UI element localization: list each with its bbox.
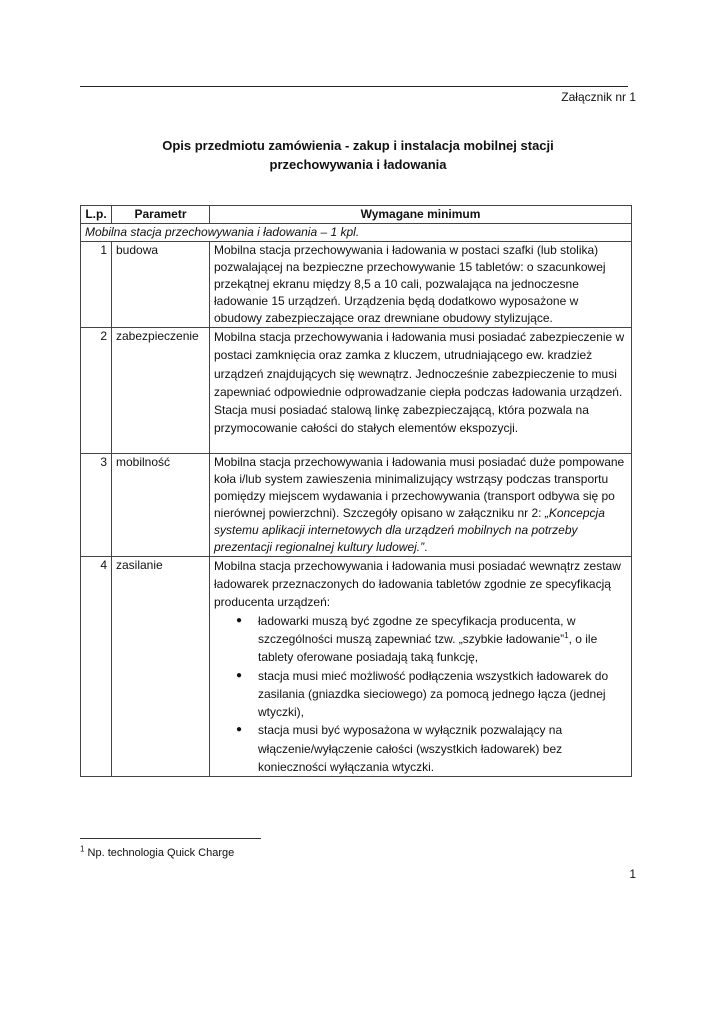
attachment-reference: „Koncepcja systemu aplikacji internetowych dla urządzeń mobilnych na potrzeby prezentacji regionalnej kultury ludowej.” (214, 505, 605, 554)
row-requirement (210, 328, 632, 454)
document-title (80, 136, 636, 174)
row-requirement (210, 453, 632, 556)
row-parameter: budowa (112, 242, 210, 328)
table-row (81, 242, 632, 328)
footnote (80, 845, 234, 862)
requirement-paragraph: Stacja musi posiadać stalową linkę zabezpieczającą, która pozwala na przymocowanie całości do stałych elementów ekspozycji. (214, 403, 589, 436)
table-row (81, 556, 632, 777)
requirement-text: Mobilna stacja przechowywania i ładowania musi posiadać duże pompowane koła i/lub system zawieszenia minimalizujący wstrząsy podczas transportu pomiędzy miejscem wydawania i przechowywania (transport odbywa się po nierównej powierzchni). Szczegóły opisano w załączniku nr 2: (214, 454, 625, 520)
footnote-text: Np. technologia Quick Charge (87, 847, 235, 859)
row-number: 1 (81, 242, 112, 328)
annex-label: Załącznik nr 1 (561, 90, 636, 104)
requirement-tail: . (424, 539, 428, 554)
row-number: 2 (81, 328, 112, 454)
section-title: Mobilna stacja przechowywania i ładowania – 1 kpl. (81, 224, 632, 242)
row-requirement: Mobilna stacja przechowywania i ładowania w postaci szafki (lub stolika) pozwalającej na bezpieczne przechowywanie 15 tabletów: o szacunkowej przekątnej ekranu między 8,5 a 10 cali, pozwalająca na jednoczesne ładowanie 15 urządzeń. Urządzenia będą dodatkowo wyposażone w obudowy zabezpieczające oraz drewniane obudowy stylizujące. (210, 242, 632, 328)
row-parameter: zabezpieczenie (112, 328, 210, 454)
row-parameter: mobilność (112, 453, 210, 556)
header-minimum: Wymagane minimum (210, 206, 632, 224)
requirement-paragraph: Mobilna stacja przechowywania i ładowania musi posiadać zabezpieczenie w postaci zamknięcia oraz zamka z kluczem, utrudniającego ew. kradzież urządzeń znajdujących się wewnątrz. Jednocześnie zabezpieczenie to musi zapewniać odpowiednie odprowadzanie ciepła podczas ładowania urządzeń. (214, 330, 625, 399)
footnote-ref: 1 (564, 630, 569, 640)
bullet-item: ● stacja musi mieć możliwość podłączenia wszystkich ładowarek do zasilania (gniazdka sieciowego) za pomocą jednego łącza (jednej wtyczki), (236, 667, 627, 722)
requirement-paragraph: Mobilna stacja przechowywania i ładowania musi posiadać wewnątrz zestaw ładowarek przeznaczonych do ładowania tabletów zgodnie ze specyfikacją producenta urządzeń: (214, 558, 621, 610)
header-rule (80, 86, 628, 87)
page-number: 1 (629, 867, 636, 881)
bullet-item: ● ładowarki muszą być zgodne ze specyfikacja producenta, w szczególności muszą zapewniać tzw. „szybkie ładowanie”$^1$, o ile tablety oferowane posiadają taką funkcję, (236, 612, 627, 667)
row-number: 3 (81, 453, 112, 556)
row-number: 4 (81, 556, 112, 777)
footnote-separator (80, 838, 261, 839)
row-requirement (210, 556, 632, 777)
section-row (81, 224, 632, 242)
table-row (81, 453, 632, 556)
footnote-mark: 1 (80, 844, 85, 854)
table-header-row (81, 206, 632, 224)
header-lp: L.p. (81, 206, 112, 224)
requirements-table (80, 205, 632, 777)
bullet-item: ● stacja musi być wyposażona w wyłącznik pozwalający na włączenie/wyłączenie całości (wszystkich ładowarek) bez konieczności wyłączania wtyczki. (236, 721, 627, 776)
row-parameter: zasilanie (112, 556, 210, 777)
header-parameter: Parametr (112, 206, 210, 224)
requirement-bullets (214, 612, 627, 777)
title-line-2: przechowywania i ładowania (269, 157, 447, 172)
title-line-1: Opis przedmiotu zamówienia - zakup i instalacja mobilnej stacji (162, 138, 554, 153)
table-row (81, 328, 632, 454)
